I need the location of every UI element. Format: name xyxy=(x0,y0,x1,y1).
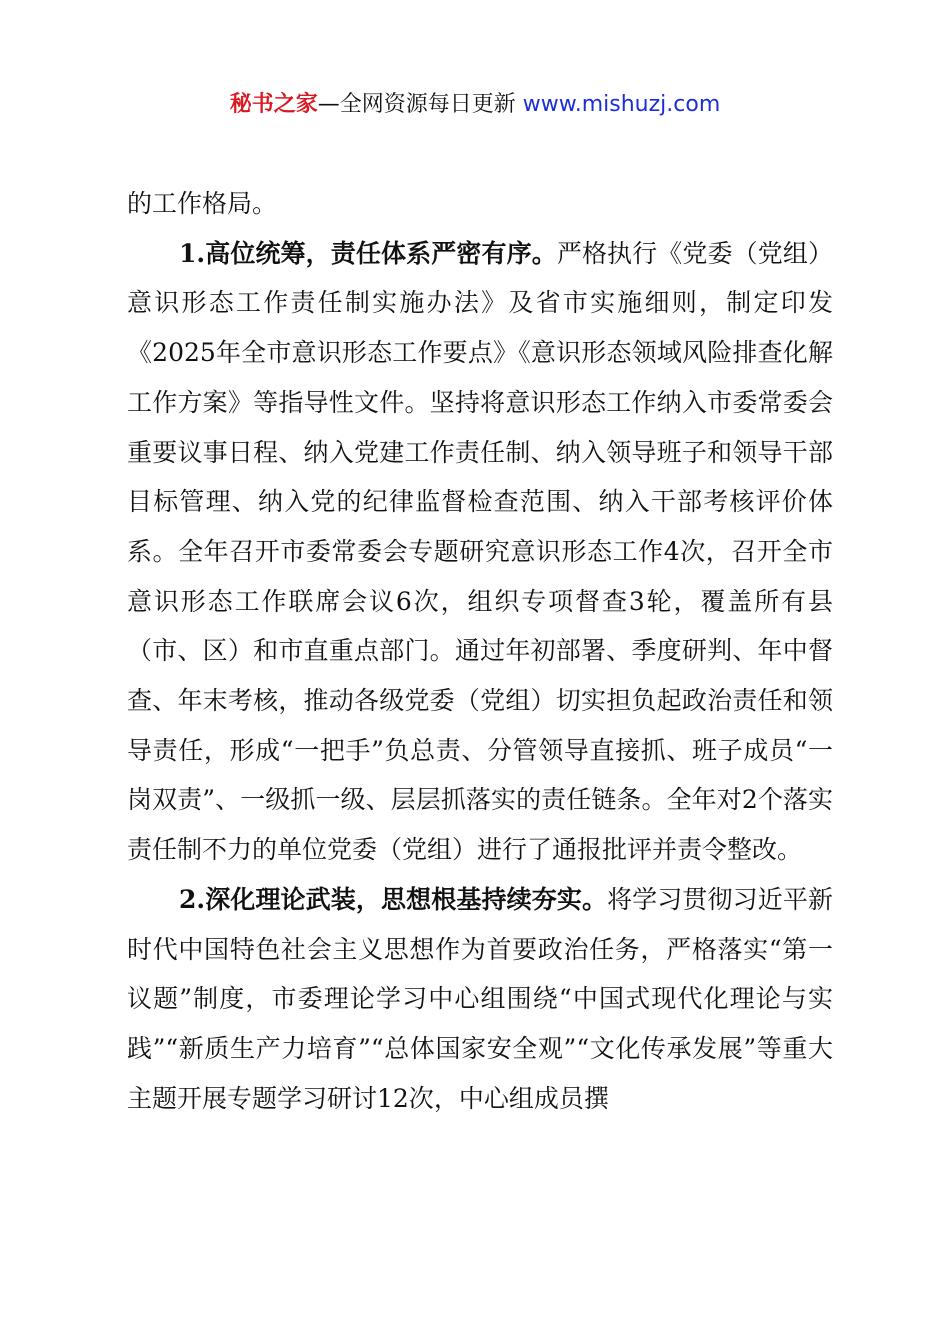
site-url-link[interactable]: www.mishuzj.com xyxy=(522,92,721,117)
header-tagline: —全网资源每日更新 xyxy=(317,92,516,117)
paragraph-text: 的工作格局。 xyxy=(127,189,278,218)
paragraph-text: 严格执行《党委（党组）意识形态工作责任制实施办法》及省市实施细则，制定印发《2025年全市意识形态工作要点》《意识形态领域风险排查化解工作方案》等指导性文件。坚持将意识形态工作纳入市委常委会重要议事日程、纳入党建工作责任制、纳入领导班子和领导干部目标管理、纳入党的纪律监督检查范围、纳入干部考核评价体系。全年召开市委常委会专题研究意识形态工作4次，召开全市意识形态工作联席会议6次，组织专项督查3轮，覆盖所有县（市、区）和市直重点部门。通过年初部署、季度研判、年中督查、年末考核，推动各级党委（党组）切实担负起政治责任和领导责任，形成“一把手”负总责、分管领导直接抓、班子成员“一岗双责”、一级抓一级、层层抓落实的责任链条。全年对2个落实责任制不力的单位党委（党组）进行了通报批评并责令整改。 xyxy=(127,238,833,865)
paragraph-text: 将学习贯彻习近平新时代中国特色社会主义思想作为首要政治任务，严格落实“第一议题”制度，市委理论学习中心组围绕“中国式现代化理论与实践”“新质生产力培育”“总体国家安全观”“文化传承发展”等重大主题开展专题学习研讨12次，中心组成员撰 xyxy=(127,884,833,1113)
page-header xyxy=(0,88,950,122)
paragraph-section-2 xyxy=(127,875,833,1124)
section-heading: 1.高位统筹，责任体系严密有序。 xyxy=(179,238,557,268)
document-body xyxy=(127,179,833,1123)
paragraph-section-1 xyxy=(127,229,833,875)
section-heading: 2.深化理论武装，思想根基持续夯实。 xyxy=(179,884,608,914)
brand-name: 秘书之家 xyxy=(229,92,318,117)
paragraph-continuation xyxy=(127,179,833,229)
